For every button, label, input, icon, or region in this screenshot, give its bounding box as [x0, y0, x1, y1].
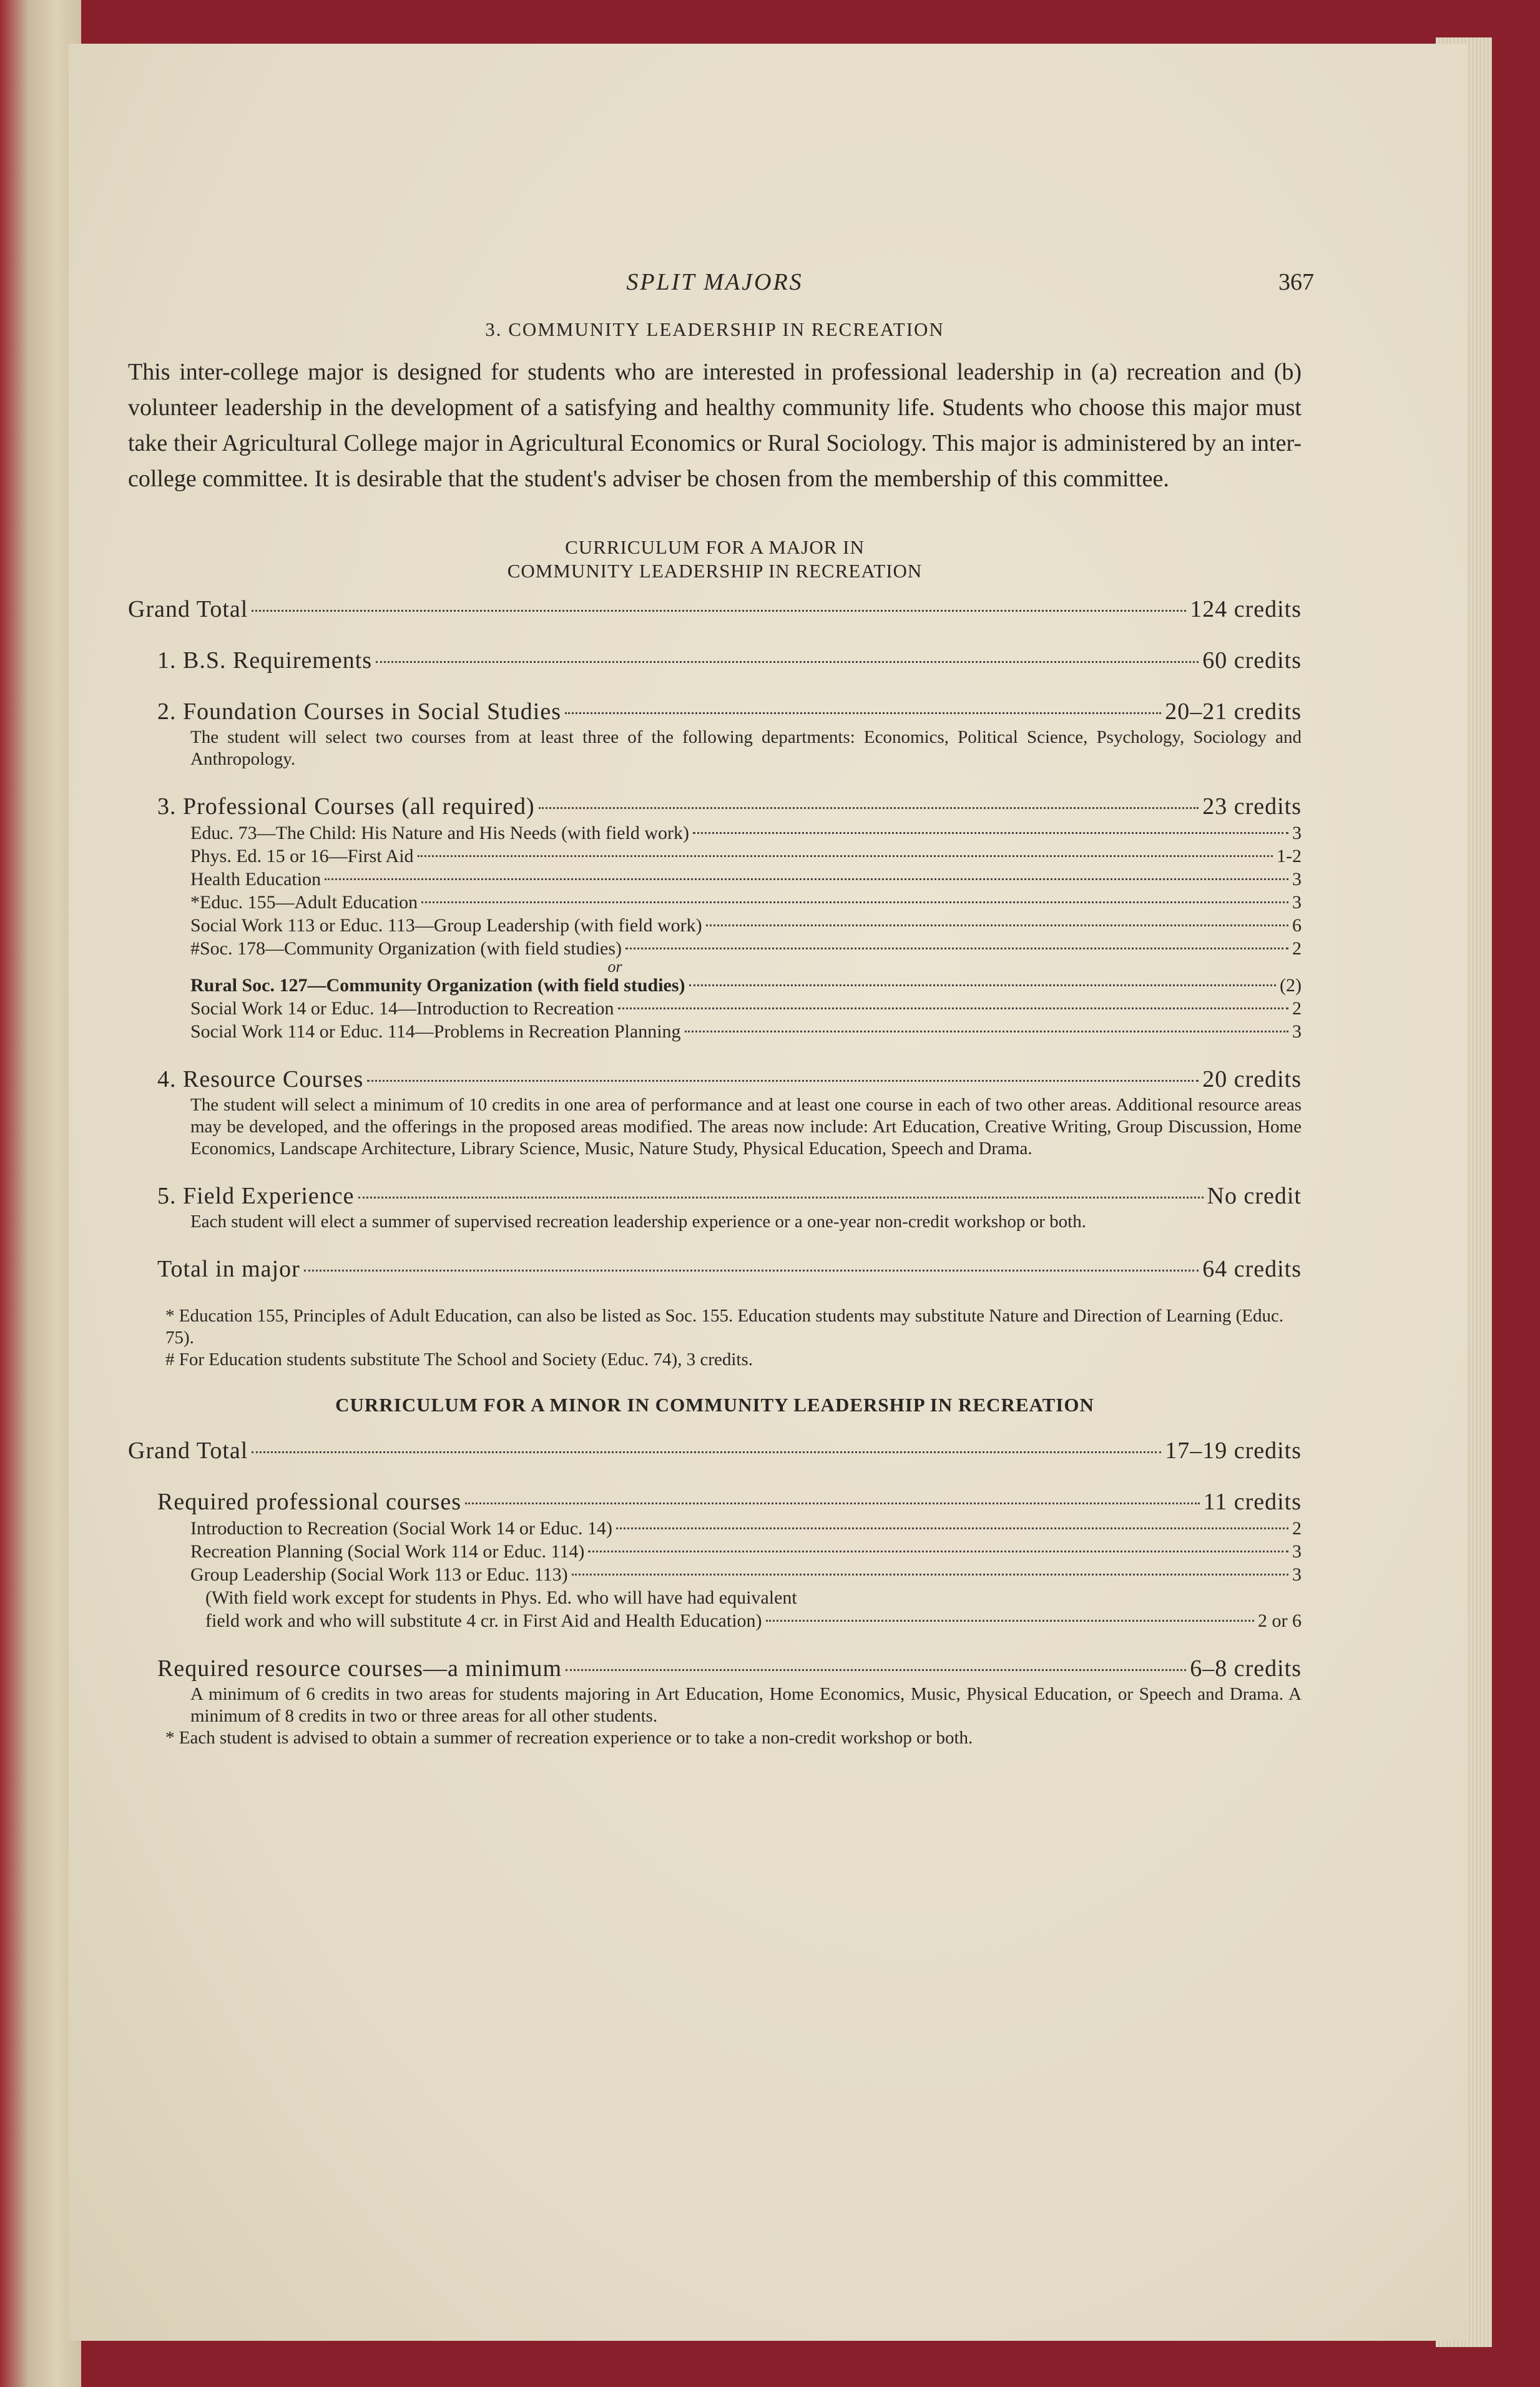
major-grand-total	[128, 594, 1302, 624]
course-row	[190, 891, 1302, 914]
leader-dots	[566, 1669, 1186, 1671]
label: Introduction to Recreation (Social Work 14 or Educ. 14)	[190, 1518, 613, 1539]
major-title-line2: COMMUNITY LEADERSHIP IN RECREATION	[507, 560, 923, 582]
label: 2. Foundation Courses in Social Studies	[157, 698, 561, 725]
value: 2	[1292, 1518, 1302, 1539]
field-note: Each student will elect a summer of supervised recreation leadership experience or a one-year non-credit workshop or both.	[190, 1212, 1086, 1232]
value: 1-2	[1277, 846, 1302, 866]
course-row	[190, 868, 1302, 891]
leader-dots	[539, 807, 1199, 809]
value: 17–19 credits	[1165, 1438, 1302, 1464]
leader-dots	[689, 984, 1277, 986]
leader-dots	[572, 1574, 1288, 1576]
major-curriculum-title	[128, 536, 1302, 583]
leader-dots	[465, 1502, 1200, 1504]
field-work-line1: (With field work except for students in Phys. Ed. who will have had equivalent	[205, 1587, 797, 1608]
label: Rural Soc. 127—Community Organization (with field studies)	[190, 975, 685, 996]
page-header	[128, 268, 1314, 318]
label: Social Work 114 or Educ. 114—Problems in Recreation Planning	[190, 1021, 681, 1042]
leader-dots	[685, 1031, 1288, 1032]
foundation-note: The student will select two courses from at least three of the following departments: Economics, Political Science, Psychology, Sociology and Anthropology.	[190, 727, 1302, 769]
value: 20 credits	[1202, 1066, 1302, 1092]
label: 5. Field Experience	[157, 1183, 355, 1209]
value: 3	[1292, 1564, 1302, 1585]
value: 6	[1292, 915, 1302, 936]
value: 2 or 6	[1258, 1610, 1302, 1631]
label: Social Work 14 or Educ. 14—Introduction to Recreation	[190, 998, 614, 1019]
intro-paragraph: This inter-college major is designed for students who are interested in professional leadership in (a) recreation and (b) volunteer leadership in the development of a satisfying and healthy community life. Students who choose this major must take their Agricultural College major in Agricultural Economics or Rural Sociology. This major is administered by an inter-college committee. It is desirable that the student's adviser be chosen from the membership of this committee.	[128, 359, 1302, 492]
course-row	[190, 1540, 1302, 1563]
course-row	[190, 1020, 1302, 1043]
minor-resource-note: A minimum of 6 credits in two areas for students majoring in Art Education, Home Economics, Music, Physical Education, or Speech and Drama. A minimum of 8 credits in two or three areas for all other students.	[190, 1684, 1302, 1726]
leader-dots	[588, 1551, 1288, 1552]
section-title: 3. COMMUNITY LEADERSHIP IN RECREATION	[485, 318, 944, 340]
major-item-bs	[128, 645, 1302, 675]
value: 2	[1292, 998, 1302, 1019]
leader-dots	[376, 661, 1199, 663]
label: Educ. 73—The Child: His Nature and His Needs (with field work)	[190, 823, 689, 843]
label: Group Leadership (Social Work 113 or Educ. 113)	[190, 1564, 568, 1585]
value: 11 credits	[1203, 1489, 1302, 1515]
major-total	[128, 1254, 1302, 1284]
leader-dots	[766, 1620, 1254, 1622]
leader-dots	[358, 1197, 1204, 1198]
professional-course-list	[128, 821, 1302, 1043]
minor-grand-total	[128, 1436, 1302, 1466]
label: field work and who will substitute 4 cr. in First Aid and Health Education)	[205, 1610, 762, 1631]
minor-curriculum-title: CURRICULUM FOR A MINOR IN COMMUNITY LEADERSHIP IN RECREATION	[335, 1394, 1094, 1416]
leader-dots	[252, 1451, 1161, 1453]
major-item-professional	[128, 792, 1302, 821]
resource-note: The student will select a minimum of 10 credits in one area of performance and at least one course in each of two other areas. Additional resource areas may be developed, and the offerings in the proposed areas modified. The areas now include: Art Education, Creative Writing, Group Discussion, Home Economics, Landscape Architecture, Library Science, Music, Nature Study, Physical Education, Speech and Drama.	[190, 1095, 1302, 1159]
leader-dots	[418, 855, 1273, 857]
footnote-1: * Education 155, Principles of Adult Education, can also be listed as Soc. 155. Education students may substitute Nature and Direction of Learning (Educ. 75).	[165, 1306, 1284, 1348]
major-item-field	[128, 1181, 1302, 1211]
course-row	[190, 937, 1302, 960]
label: *Educ. 155—Adult Education	[190, 892, 418, 913]
leader-dots	[693, 832, 1288, 834]
leader-dots	[304, 1270, 1199, 1272]
course-row	[190, 914, 1302, 937]
minor-final-note: * Each student is advised to obtain a summer of recreation experience or to take a non-credit workshop or both.	[165, 1728, 973, 1748]
label: Grand Total	[128, 596, 248, 622]
label: #Soc. 178—Community Organization (with field studies)	[190, 938, 622, 959]
course-row	[190, 1517, 1302, 1540]
value: 3	[1292, 1021, 1302, 1042]
value: 2	[1292, 938, 1302, 959]
label: Required resource courses—a minimum	[157, 1655, 562, 1682]
leader-dots	[367, 1080, 1199, 1082]
footnote-2: # For Education students substitute The School and Society (Educ. 74), 3 credits.	[165, 1350, 753, 1370]
value: 23 credits	[1202, 793, 1302, 820]
leader-dots	[252, 610, 1186, 612]
running-title: SPLIT MAJORS	[626, 269, 803, 295]
label: Total in major	[157, 1256, 300, 1282]
leader-dots	[565, 712, 1161, 714]
label: Grand Total	[128, 1438, 248, 1464]
value: 64 credits	[1202, 1256, 1302, 1282]
value: (2)	[1280, 975, 1302, 996]
major-item-foundation	[128, 697, 1302, 727]
value: No credit	[1207, 1183, 1302, 1209]
label: Social Work 113 or Educ. 113—Group Leadership (with field work)	[190, 915, 702, 936]
leader-dots	[421, 901, 1288, 903]
label: Phys. Ed. 15 or 16—First Aid	[190, 846, 414, 866]
minor-required-resource	[128, 1654, 1302, 1684]
major-title-line1: CURRICULUM FOR A MAJOR IN	[565, 536, 865, 558]
value: 3	[1292, 892, 1302, 913]
minor-professional-list	[128, 1517, 1302, 1632]
value: 6–8 credits	[1190, 1655, 1302, 1682]
course-row	[190, 997, 1302, 1020]
label: 1. B.S. Requirements	[157, 647, 373, 674]
field-work-row	[190, 1609, 1302, 1632]
major-item-resource	[128, 1064, 1302, 1094]
label: Health Education	[190, 869, 321, 890]
or-separator: or	[607, 958, 622, 976]
leader-dots	[706, 924, 1288, 926]
leader-dots	[325, 878, 1288, 880]
label: Required professional courses	[157, 1489, 461, 1515]
page-number: 367	[1278, 269, 1314, 295]
value: 20–21 credits	[1165, 698, 1302, 725]
label: Recreation Planning (Social Work 114 or Educ. 114)	[190, 1541, 585, 1562]
minor-required-professional	[128, 1487, 1302, 1517]
course-row	[190, 821, 1302, 845]
value: 60 credits	[1202, 647, 1302, 674]
label: 4. Resource Courses	[157, 1066, 364, 1092]
leader-dots	[618, 1007, 1288, 1009]
course-row	[190, 974, 1302, 997]
value: 3	[1292, 1541, 1302, 1562]
leader-dots	[625, 948, 1288, 949]
label: 3. Professional Courses (all required)	[157, 793, 535, 820]
leader-dots	[616, 1527, 1288, 1529]
course-row	[190, 845, 1302, 868]
course-row	[190, 1563, 1302, 1586]
value: 3	[1292, 823, 1302, 843]
value: 3	[1292, 869, 1302, 890]
page-content	[128, 268, 1314, 1749]
value: 124 credits	[1190, 596, 1302, 622]
